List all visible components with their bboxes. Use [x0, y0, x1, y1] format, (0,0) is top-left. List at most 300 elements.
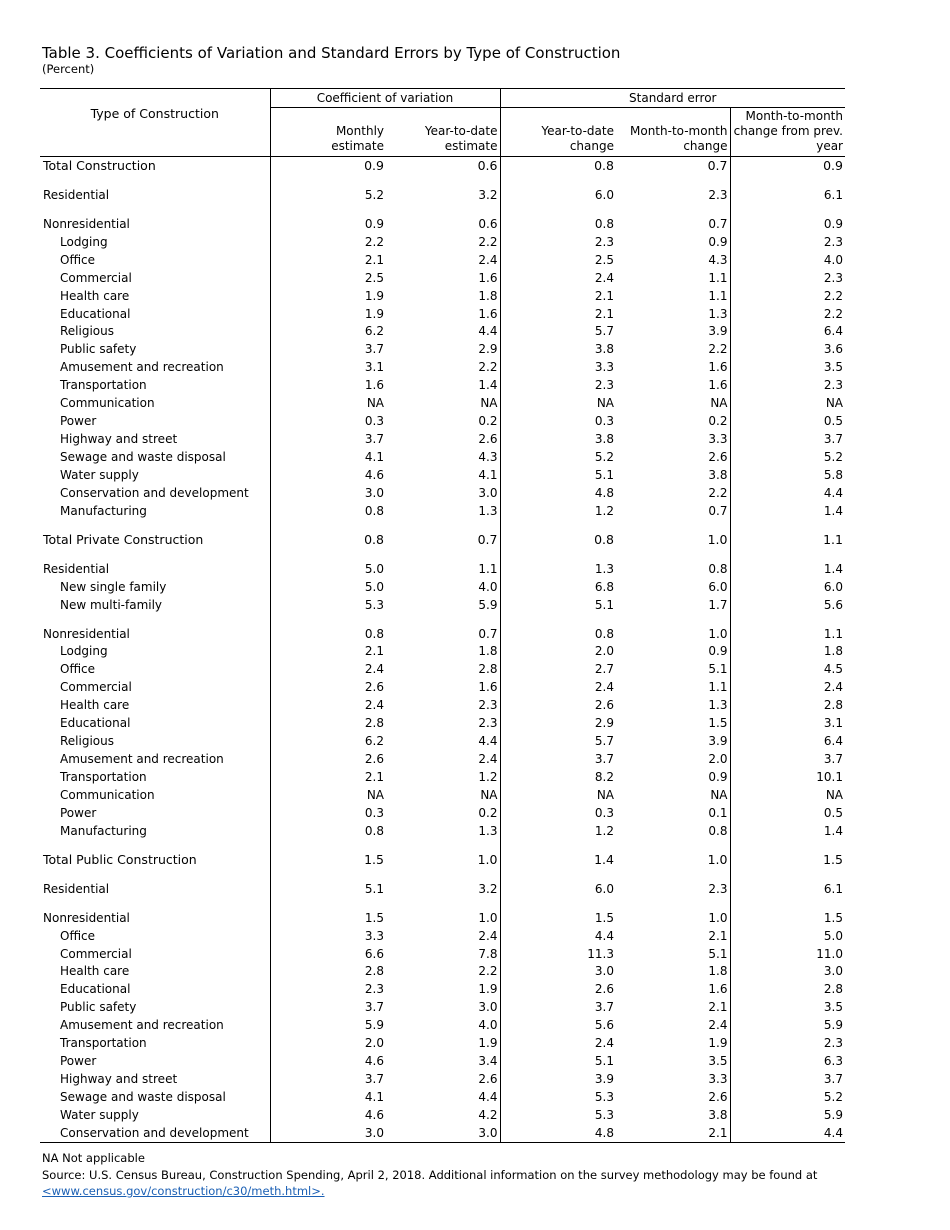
spacer-row — [40, 520, 845, 531]
cell-value: 2.3 — [500, 376, 616, 394]
cell-value: 3.3 — [708, 1072, 728, 1087]
cell-value: 3.8 — [500, 340, 616, 358]
cell-value: 2.2 — [478, 234, 498, 249]
col-header-line: Year-to-date — [541, 124, 614, 138]
table-title: Table 3. Coefficients of Variation and Standard Errors by Type of Construction — [42, 44, 621, 62]
table-row — [40, 786, 845, 804]
cell-value: 1.6 — [270, 376, 386, 394]
cell-value: 5.1 — [708, 662, 728, 677]
col-header-line: year — [816, 139, 843, 153]
table-row — [40, 157, 845, 175]
row-label: Office — [60, 928, 96, 943]
cell-value: 2.1 — [708, 928, 728, 943]
cell-value: 3.8 — [708, 1107, 728, 1122]
cell-value: 0.7 — [707, 157, 728, 173]
cell-value: 5.2 — [500, 448, 616, 466]
cell-value: NA — [480, 787, 498, 802]
cell-value: 2.3 — [708, 881, 728, 896]
table-row — [40, 1124, 845, 1142]
table-row — [40, 305, 845, 323]
cell-value: 3.8 — [500, 430, 616, 448]
cell-value: 4.0 — [730, 251, 845, 269]
cell-value: 2.2 — [730, 287, 845, 305]
cell-value: 3.7 — [270, 340, 386, 358]
col-header-line: Year-to-date — [424, 124, 498, 138]
cell-value: 5.9 — [730, 1106, 845, 1124]
cell-value: 5.6 — [500, 1016, 616, 1034]
cell-value: 1.2 — [500, 822, 616, 840]
cell-value: 3.4 — [478, 1054, 498, 1069]
row-label: Total Construction — [43, 157, 156, 173]
col-header-mtm-prev-year — [730, 108, 845, 157]
methodology-link[interactable]: <www.census.gov/construction/c30/meth.html>. — [42, 1184, 325, 1198]
table-row — [40, 251, 845, 269]
cell-value: 1.8 — [478, 288, 498, 303]
row-label: Residential — [43, 561, 110, 576]
cell-value: 6.6 — [270, 945, 386, 963]
cell-value: 4.6 — [270, 1052, 386, 1070]
cell-value: 6.1 — [730, 186, 845, 204]
cell-value: 5.2 — [270, 186, 386, 204]
cell-value: 1.9 — [270, 305, 386, 323]
col-header-ytd-estimate — [386, 108, 500, 157]
row-label: Power — [60, 1054, 97, 1069]
cell-value: 2.6 — [270, 678, 386, 696]
cell-value: 3.3 — [708, 432, 728, 447]
row-label: Amusement and recreation — [60, 752, 224, 767]
col-header-mtm-change — [616, 108, 730, 157]
row-label: Residential — [43, 187, 110, 202]
cell-value: NA — [710, 787, 728, 802]
table-row — [40, 1016, 845, 1034]
cell-value: 1.1 — [708, 270, 728, 285]
cell-value: NA — [730, 394, 845, 412]
cell-value: 0.7 — [708, 216, 728, 231]
table-row — [40, 696, 845, 714]
cell-value: 2.1 — [270, 251, 386, 269]
cell-value: 1.5 — [270, 851, 386, 869]
cell-value: 2.9 — [478, 342, 498, 357]
cell-value: 5.9 — [478, 597, 498, 612]
cell-value: 5.1 — [500, 1052, 616, 1070]
cell-value: 3.7 — [270, 998, 386, 1016]
cell-value: 2.2 — [270, 233, 386, 251]
cell-value: 2.1 — [616, 1124, 730, 1142]
row-label: Transportation — [60, 1036, 147, 1051]
cell-value: 6.0 — [500, 880, 616, 898]
cell-value: 3.7 — [500, 998, 616, 1016]
cell-value: 2.3 — [730, 1034, 845, 1052]
cell-value: 0.8 — [708, 561, 728, 576]
cell-value: 3.5 — [730, 998, 845, 1016]
cell-value: 5.1 — [270, 880, 386, 898]
cell-value: 5.3 — [500, 1106, 616, 1124]
na-note: NA Not applicable — [42, 1151, 145, 1165]
row-label: Nonresidential — [43, 216, 130, 231]
cell-value: 2.4 — [708, 1018, 728, 1033]
cell-value: 2.6 — [500, 696, 616, 714]
cell-value: 11.0 — [730, 945, 845, 963]
table-row — [40, 963, 845, 981]
cell-value: 0.8 — [270, 822, 386, 840]
cell-value: 2.6 — [708, 450, 728, 465]
col-header-line: estimate — [444, 139, 498, 153]
table-row — [40, 323, 845, 341]
cell-value: 1.3 — [478, 823, 498, 838]
table-row — [40, 714, 845, 732]
table-body — [40, 157, 845, 1143]
cell-value: 2.8 — [730, 696, 845, 714]
row-label: Educational — [60, 716, 131, 731]
col-header-line: change — [569, 139, 614, 153]
row-label: Highway and street — [60, 432, 178, 447]
table-row — [40, 430, 845, 448]
cell-value: 0.2 — [478, 414, 498, 429]
table-row — [40, 909, 845, 927]
cell-value: 0.7 — [708, 503, 728, 518]
cell-value: 2.1 — [500, 287, 616, 305]
table-row — [40, 660, 845, 678]
cell-value: 5.9 — [730, 1016, 845, 1034]
cell-value: 1.6 — [478, 680, 498, 695]
row-label: Office — [60, 662, 96, 677]
col-header-line: estimate — [331, 139, 384, 153]
table-row — [40, 768, 845, 786]
cell-value: 2.2 — [708, 342, 728, 357]
cell-value: 6.2 — [270, 732, 386, 750]
cell-value: 2.3 — [708, 187, 728, 202]
row-label: Public safety — [60, 1000, 137, 1015]
cell-value: 0.9 — [708, 234, 728, 249]
cell-value: 1.9 — [270, 287, 386, 305]
col-header-monthly-estimate — [270, 108, 386, 157]
cell-value: 3.0 — [478, 485, 498, 500]
cell-value: 2.1 — [270, 768, 386, 786]
row-label: Amusement and recreation — [60, 1018, 224, 1033]
row-label: Highway and street — [60, 1072, 178, 1087]
row-label: Educational — [60, 982, 131, 997]
cell-value: 2.3 — [730, 269, 845, 287]
cell-value: 5.1 — [708, 946, 728, 961]
type-of-construction-header: Type of Construction — [40, 89, 270, 157]
spacer-row — [40, 614, 845, 625]
cell-value: 3.5 — [730, 358, 845, 376]
row-label: Manufacturing — [60, 823, 147, 838]
row-label: Sewage and waste disposal — [60, 450, 226, 465]
cell-value: 4.0 — [478, 579, 498, 594]
cell-value: 0.1 — [708, 805, 728, 820]
row-label: Commercial — [60, 680, 132, 695]
cell-value: 0.8 — [500, 157, 616, 175]
cell-value: 6.0 — [708, 579, 728, 594]
cell-value: 1.1 — [708, 288, 728, 303]
source-note: Source: U.S. Census Bureau, Construction Spending, April 2, 2018. Additional information on the survey methodology may be found at — [42, 1167, 818, 1182]
cell-value: 1.6 — [478, 270, 498, 285]
cell-value: 4.4 — [478, 1090, 498, 1105]
cell-value: 5.3 — [270, 596, 386, 614]
cell-value: 5.9 — [270, 1016, 386, 1034]
row-label: New single family — [60, 579, 167, 594]
cell-value: 1.3 — [500, 560, 616, 578]
cell-value: 0.2 — [708, 414, 728, 429]
table-row — [40, 643, 845, 661]
row-label: Religious — [60, 734, 114, 749]
row-label: Power — [60, 805, 97, 820]
cell-value: 3.9 — [708, 734, 728, 749]
cell-value: 0.6 — [478, 216, 498, 231]
table-row — [40, 186, 845, 204]
row-label: Health care — [60, 288, 130, 303]
cell-value: 5.3 — [500, 1088, 616, 1106]
cell-value: 1.1 — [478, 561, 498, 576]
row-label: Nonresidential — [43, 910, 130, 925]
cell-value: 4.1 — [270, 448, 386, 466]
cell-value: 6.1 — [730, 880, 845, 898]
cell-value: 1.4 — [730, 822, 845, 840]
cell-value: NA — [480, 396, 498, 411]
col-header-ytd-change — [500, 108, 616, 157]
table-row — [40, 945, 845, 963]
cell-value: 0.5 — [730, 412, 845, 430]
row-label: Conservation and development — [40, 1124, 270, 1142]
cell-value: 2.2 — [708, 485, 728, 500]
cell-value: 11.3 — [500, 945, 616, 963]
row-label: Religious — [60, 324, 114, 339]
table-row — [40, 531, 845, 549]
cell-value: 2.3 — [478, 716, 498, 731]
row-label: Transportation — [60, 378, 147, 393]
cell-value: 5.8 — [730, 466, 845, 484]
cell-value: 3.2 — [478, 881, 498, 896]
table-row — [40, 1052, 845, 1070]
cell-value: 1.2 — [478, 770, 498, 785]
cell-value: 1.5 — [270, 909, 386, 927]
cell-value: 1.5 — [730, 909, 845, 927]
cell-value: NA — [710, 396, 728, 411]
cell-value: 5.7 — [500, 732, 616, 750]
standard-error-header: Standard error — [500, 89, 845, 108]
cell-value: 1.3 — [708, 306, 728, 321]
cell-value: 2.4 — [478, 252, 498, 267]
cell-value: NA — [270, 394, 386, 412]
cell-value: 3.0 — [386, 1124, 500, 1142]
cell-value: 5.7 — [500, 323, 616, 341]
cell-value: 2.2 — [730, 305, 845, 323]
cell-value: 4.4 — [478, 734, 498, 749]
cell-value: 0.9 — [270, 215, 386, 233]
cell-value: 1.9 — [708, 1036, 728, 1051]
table-row — [40, 625, 845, 643]
row-label: Conservation and development — [60, 485, 249, 500]
cell-value: 2.6 — [708, 1090, 728, 1105]
row-label: Amusement and recreation — [60, 360, 224, 375]
cell-value: 3.9 — [500, 1070, 616, 1088]
cell-value: 3.5 — [708, 1054, 728, 1069]
cell-value: 3.6 — [730, 340, 845, 358]
cell-value: 2.4 — [270, 696, 386, 714]
row-label: Power — [60, 414, 97, 429]
cell-value: 1.9 — [478, 1036, 498, 1051]
cell-value: 3.1 — [730, 714, 845, 732]
cell-value: 0.8 — [270, 531, 386, 549]
cell-value: 5.2 — [730, 1088, 845, 1106]
row-label: Manufacturing — [60, 503, 147, 518]
table-row — [40, 596, 845, 614]
row-label: Public safety — [60, 342, 137, 357]
cell-value: 4.6 — [270, 466, 386, 484]
table-row — [40, 998, 845, 1016]
cell-value: 3.0 — [270, 1124, 386, 1142]
table-row — [40, 851, 845, 869]
cell-value: 3.7 — [500, 750, 616, 768]
table-row — [40, 1106, 845, 1124]
table-row — [40, 927, 845, 945]
cell-value: 3.7 — [730, 430, 845, 448]
cell-value: 5.6 — [730, 596, 845, 614]
row-label: Lodging — [60, 234, 108, 249]
cell-value: 1.8 — [478, 644, 498, 659]
table-row — [40, 822, 845, 840]
table-row — [40, 448, 845, 466]
cell-value: 1.6 — [478, 306, 498, 321]
cell-value: 1.6 — [708, 378, 728, 393]
cell-value: 1.0 — [707, 531, 728, 547]
cell-value: 2.0 — [500, 643, 616, 661]
table-subtitle: (Percent) — [42, 62, 95, 76]
table-row — [40, 560, 845, 578]
cell-value: 1.1 — [730, 531, 845, 549]
row-label: New multi-family — [60, 597, 163, 612]
spacer-row — [40, 869, 845, 880]
cell-value: 0.3 — [270, 412, 386, 430]
data-table — [40, 88, 845, 1143]
table-row — [40, 1088, 845, 1106]
cell-value: 6.8 — [500, 578, 616, 596]
cell-value: 5.1 — [500, 466, 616, 484]
cell-value: 6.2 — [270, 323, 386, 341]
cell-value: 1.4 — [730, 560, 845, 578]
table-row — [40, 358, 845, 376]
cell-value: 2.7 — [500, 660, 616, 678]
table-row — [40, 340, 845, 358]
cell-value: 5.0 — [730, 927, 845, 945]
col-header-line: change — [683, 139, 728, 153]
cell-value: 2.8 — [270, 714, 386, 732]
cell-value: 4.3 — [478, 450, 498, 465]
table-row — [40, 678, 845, 696]
cell-value: 1.5 — [708, 716, 728, 731]
cell-value: 1.0 — [478, 910, 498, 925]
cell-value: 2.8 — [270, 963, 386, 981]
cell-value: 1.4 — [730, 502, 845, 520]
cell-value: 2.6 — [270, 750, 386, 768]
table-row — [40, 502, 845, 520]
cell-value: 1.6 — [708, 360, 728, 375]
cell-value: 8.2 — [500, 768, 616, 786]
table-row — [40, 750, 845, 768]
cell-value: 4.1 — [478, 467, 498, 482]
cell-value: 5.0 — [270, 560, 386, 578]
col-header-line: Monthly — [335, 124, 384, 138]
cell-value: 0.5 — [730, 804, 845, 822]
cell-value: 0.3 — [270, 804, 386, 822]
cell-value: 1.8 — [730, 643, 845, 661]
cell-value: 2.5 — [500, 251, 616, 269]
cell-value: 6.4 — [730, 323, 845, 341]
table-row — [40, 269, 845, 287]
cell-value: NA — [500, 786, 616, 804]
table-row — [40, 1034, 845, 1052]
cell-value: 2.1 — [500, 305, 616, 323]
cell-value: 0.9 — [708, 644, 728, 659]
cell-value: 1.2 — [500, 502, 616, 520]
cell-value: 1.9 — [478, 982, 498, 997]
cell-value: 1.0 — [707, 851, 728, 867]
row-label: Water supply — [60, 1107, 139, 1122]
row-label: Sewage and waste disposal — [60, 1090, 226, 1105]
cell-value: 2.0 — [270, 1034, 386, 1052]
cell-value: 2.6 — [478, 1072, 498, 1087]
cell-value: 4.4 — [730, 484, 845, 502]
cell-value: 0.8 — [500, 531, 616, 549]
cell-value: 3.7 — [730, 750, 845, 768]
col-header-line: change from prev. — [733, 124, 843, 138]
cell-value: 1.8 — [708, 964, 728, 979]
cell-value: 3.0 — [730, 963, 845, 981]
cell-value: 6.0 — [500, 186, 616, 204]
cell-value: 1.3 — [478, 503, 498, 518]
cell-value: 1.7 — [708, 597, 728, 612]
cell-value: 2.0 — [708, 752, 728, 767]
cell-value: 3.7 — [270, 430, 386, 448]
cell-value: 0.8 — [270, 625, 386, 643]
table-row — [40, 287, 845, 305]
cell-value: 3.7 — [270, 1070, 386, 1088]
cell-value: 1.0 — [708, 910, 728, 925]
cell-value: NA — [270, 786, 386, 804]
cell-value: 1.0 — [477, 851, 498, 867]
cell-value: 5.0 — [270, 578, 386, 596]
cell-value: 3.7 — [730, 1070, 845, 1088]
row-label: Health care — [60, 698, 130, 713]
spacer-row — [40, 204, 845, 215]
row-label: Office — [60, 252, 96, 267]
row-label: Water supply — [60, 467, 139, 482]
cell-value: 0.9 — [270, 157, 386, 175]
table-row — [40, 980, 845, 998]
cell-value: 3.3 — [500, 358, 616, 376]
footnotes — [42, 1150, 817, 1200]
row-label: Total Private Construction — [43, 531, 204, 547]
cell-value: 2.4 — [270, 660, 386, 678]
cell-value: 2.3 — [478, 698, 498, 713]
table-row — [40, 466, 845, 484]
cell-value: 0.7 — [477, 531, 498, 547]
cell-value: 2.5 — [270, 269, 386, 287]
table-row — [40, 1070, 845, 1088]
row-label: Health care — [60, 964, 130, 979]
cell-value: 3.0 — [270, 484, 386, 502]
cell-value: 2.4 — [478, 928, 498, 943]
cell-value: 2.2 — [478, 964, 498, 979]
row-label: Communication — [60, 787, 155, 802]
cell-value: 4.8 — [500, 1124, 616, 1142]
cell-value: 3.8 — [708, 467, 728, 482]
cell-value: 5.2 — [730, 448, 845, 466]
cell-value: 1.0 — [708, 626, 728, 641]
cell-value: 1.4 — [500, 851, 616, 869]
cell-value: 2.6 — [478, 432, 498, 447]
